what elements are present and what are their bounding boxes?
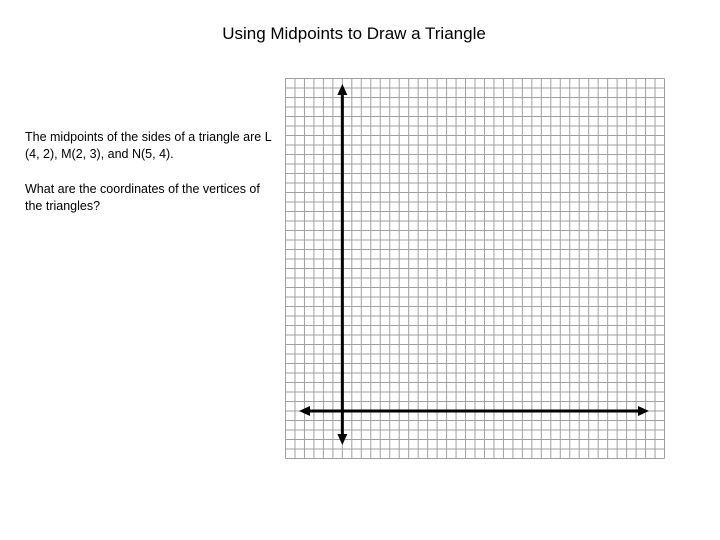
coordinate-grid: [285, 78, 665, 459]
problem-text: [25, 129, 275, 215]
coordinate-plane: [285, 78, 665, 459]
problem-question: What are the coordinates of the vertices of the triangles?: [25, 182, 260, 213]
problem-statement: The midpoints of the sides of a triangle are L (4, 2), M(2, 3), and N(5, 4).: [25, 130, 272, 161]
y-axis-arrow-up: [337, 84, 347, 95]
x-axis-arrow-right: [638, 406, 649, 416]
slide-title: Using Midpoints to Draw a Triangle: [222, 24, 486, 43]
